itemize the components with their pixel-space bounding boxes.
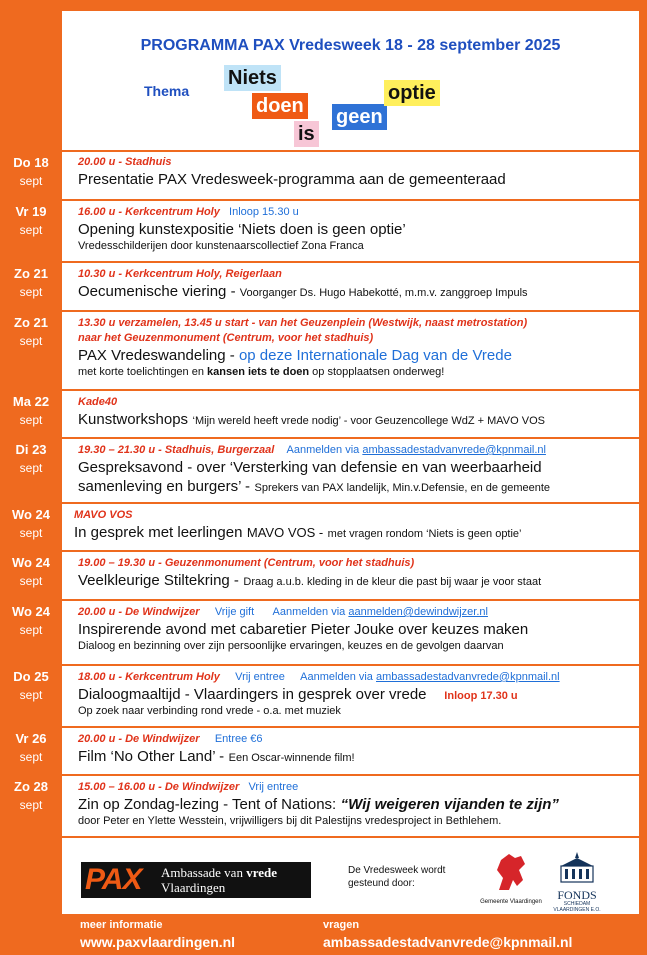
event-date: [0, 506, 62, 542]
event-day: Wo 24: [11, 604, 51, 619]
thema-label: Thema: [144, 83, 190, 99]
fonds-name: FONDS: [557, 888, 597, 902]
event-inloop: Inloop 17.30 u: [444, 690, 518, 702]
page-title: PROGRAMMA PAX Vredesweek 18 - 28 september 2025: [140, 37, 561, 54]
event-extra: ‘Mijn wereld heeft vrede nodig’ - voor Geuzencollege WdZ + MAVO VOS: [192, 415, 545, 427]
event-extra: Een Oscar-winnende film!: [228, 752, 355, 764]
row-divider: [0, 437, 639, 439]
theme-word-doen: doen: [252, 93, 308, 119]
event-time: 18.00 u: [78, 671, 116, 683]
fonds-subtitle: SCHIEDAM VLAARDINGEN E.O.: [553, 901, 601, 913]
event-day: Do 25: [13, 669, 49, 684]
event-location: MAVO VOS: [74, 509, 133, 521]
theme-word-geen: geen: [332, 104, 387, 130]
event-date: [0, 314, 62, 350]
info-label: meer informatie: [80, 919, 163, 931]
row-divider: [0, 836, 639, 838]
event-day: Wo 24: [11, 507, 51, 522]
event-location: Geuzenmonument (Centrum, voor het stadhuis): [164, 557, 415, 569]
event-quote: “Wij weigeren vijanden te zijn”: [340, 796, 559, 813]
event-item: 18.00 u - Kerkcentrum Holy Vrij entree Aanmelden via ambassadestadvanvrede@kpnmail.nl Dialoogmaaltijd - Vlaardingers in gesprek over vrede Inloop 17.30 u Op zoek naar verbinding rond vrede - o.a. met muziek: [78, 670, 633, 719]
event-month: sept: [19, 413, 43, 427]
row-divider: [0, 502, 639, 504]
pax-logo: PAX: [85, 863, 142, 896]
row-divider: [0, 774, 639, 776]
event-month: sept: [19, 223, 43, 237]
register-email-link[interactable]: ambassadestadvanvrede@kpnmail.nl: [376, 671, 560, 683]
gemeente-logo: [474, 850, 548, 905]
event-time: 20.00 u: [78, 156, 116, 168]
event-description: door Peter en Ylette Wesstein, vrijwilligers bij dit Palestijns vredesproject in Bethlehem.: [78, 815, 502, 827]
event-location: Kerkcentrum Holy, Reigerlaan: [125, 268, 282, 280]
row-divider: [0, 199, 639, 201]
event-month: sept: [19, 285, 43, 299]
pax-ambassade-logo: [81, 862, 311, 898]
website-link[interactable]: www.paxvlaardingen.nl: [80, 934, 236, 950]
event-time: 10.30 u: [78, 268, 116, 280]
event-item: 10.30 u - Kerkcentrum Holy, Reigerlaan Oecumenische viering - Voorganger Ds. Hugo Habekotté, m.m.v. zanggroep Impuls: [78, 268, 528, 300]
lion-icon: [491, 850, 531, 894]
theme-word-niets: Niets: [224, 65, 281, 91]
event-extra: Voorganger Ds. Hugo Habekotté, m.m.v. zanggroep Impuls: [239, 287, 528, 299]
event-note: Entree €6: [214, 733, 263, 745]
event-title: Opening kunstexpositie ‘Niets doen is geen optie’: [78, 221, 406, 238]
event-date: [0, 778, 62, 814]
row-divider: [0, 550, 639, 552]
event-title-mid: MAVO VOS -: [246, 525, 324, 540]
event-item: 13.30 u verzamelen, 13.45 u start - van het Geuzenplein (Westwijk, naast metrostation) naar het Geuzenmonument (Centrum, voor het stadhuis) PAX Vredeswandeling - op deze Internationale Dag van de Vrede met korte toelichtingen en kansen iets te doen op stopplaatsen onderweg!: [78, 317, 528, 378]
event-location: De Windwijzer: [125, 733, 200, 745]
event-description: Vredesschilderijen door kunstenaarscollectief Zona Franca: [78, 240, 364, 252]
event-location: Stadhuis: [125, 156, 172, 168]
event-description: Op zoek naar verbinding rond vrede - o.a. met muziek: [78, 705, 341, 717]
event-title: Dialoogmaaltijd - Vlaardingers in gesprek over vrede: [78, 686, 427, 703]
event-note: Vrij entree: [248, 781, 299, 793]
event-day: Zo 28: [14, 779, 48, 794]
event-item: 15.00 – 16.00 u - De Windwijzer Vrij entree Zin op Zondag-lezing - Tent of Nations: “Wij weigeren vijanden te zijn” door Peter en Ylette Wesstein, vrijwilligers bij dit Palestijns vredesproject in Bethlehem.: [78, 780, 633, 829]
event-date: [0, 154, 62, 190]
register-email-link[interactable]: ambassadestadvanvrede@kpnmail.nl: [362, 444, 546, 456]
event-item: 16.00 u - Kerkcentrum Holy Inloop 15.30 u Opening kunstexpositie ‘Niets doen is geen optie’ Vredesschilderijen door kunstenaarscollectief Zona Franca: [78, 205, 633, 254]
event-month: sept: [19, 461, 43, 475]
event-date: [0, 393, 62, 429]
ambassade-text: [161, 865, 277, 895]
event-day: Vr 19: [15, 204, 47, 219]
contact-email-link[interactable]: ambassadestadvanvrede@kpnmail.nl: [323, 934, 573, 950]
event-title-highlight: op deze Internationale Dag van de Vrede: [238, 347, 512, 364]
event-title: In gesprek met leerlingen: [74, 524, 243, 541]
event-title: Oecumenische viering: [78, 283, 227, 300]
ambassade-line1: Ambassade van: [161, 865, 243, 880]
questions-label: vragen: [323, 919, 360, 931]
event-title: Zin op Zondag-lezing - Tent of Nations:: [78, 796, 337, 813]
event-location: Kerkcentrum Holy: [125, 206, 220, 218]
event-title: Kunstworkshops: [78, 411, 189, 428]
row-divider: [0, 389, 639, 391]
row-divider: [0, 726, 639, 728]
event-title: PAX Vredeswandeling: [78, 347, 226, 364]
event-day: Zo 21: [14, 266, 48, 281]
event-title: Film ‘No Other Land’ -: [78, 748, 225, 765]
register-email-link[interactable]: aanmelden@dewindwijzer.nl: [348, 606, 488, 618]
register-label: Aanmelden via: [272, 606, 346, 618]
event-day: Vr 26: [15, 731, 47, 746]
event-month: sept: [19, 750, 43, 764]
event-month: sept: [19, 174, 43, 188]
event-date: [0, 203, 62, 239]
register-label: Aanmelden via: [286, 444, 360, 456]
event-item: 19.30 – 21.30 u - Stadhuis, Burgerzaal Aanmelden via ambassadestadvanvrede@kpnmail.nl Gespreksavond - over ‘Versterking van defensie en van weerbaarheid samenleving en burgers’ - Sprekers van PAX landelijk, Min.v.Defensie, en de gemeente: [78, 443, 633, 496]
event-day: Di 23: [15, 442, 47, 457]
event-day: Do 18: [13, 155, 49, 170]
row-divider: [0, 664, 639, 666]
event-date: [0, 554, 62, 590]
theme-word-is: is: [294, 121, 319, 147]
row-divider: [0, 310, 639, 312]
event-day: Zo 21: [14, 315, 48, 330]
register-label: Aanmelden via: [300, 671, 373, 683]
fonds-logo: [552, 850, 602, 913]
event-location: Kerkcentrum Holy: [125, 671, 220, 683]
event-item: [78, 395, 633, 429]
event-month: sept: [19, 623, 43, 637]
event-description-end: op stopplaatsen onderweg!: [309, 366, 445, 378]
event-item: 20.00 u - De Windwijzer Entree €6 Film ‘No Other Land’ - Een Oscar-winnende film!: [78, 733, 355, 765]
event-time: 20.00 u: [78, 733, 116, 745]
event-date: [0, 730, 62, 766]
event-date: [0, 603, 62, 639]
event-month: sept: [19, 688, 43, 702]
event-note: Vrij entree: [235, 671, 285, 683]
event-location-2: naar het Geuzenmonument (Centrum, voor het stadhuis): [78, 332, 374, 344]
ambassade-bold: vrede: [246, 865, 278, 880]
event-item: 19.00 – 19.30 u - Geuzenmonument (Centrum, voor het stadhuis) Veelkleurige Stiltekring - Draag a.u.b. kleding in de kleur die past bij waar je voor staat: [78, 557, 542, 589]
event-extra: Sprekers van PAX landelijk, Min.v.Defensie, en de gemeente: [254, 482, 551, 494]
event-location: van het Geuzenplein (Westwijk, naast metrostation): [258, 317, 528, 329]
event-time: 13.30 u verzamelen, 13.45 u start: [78, 317, 249, 329]
event-day: Ma 22: [12, 394, 50, 409]
event-note: Vrije gift: [214, 606, 255, 618]
event-day: Wo 24: [11, 555, 51, 570]
event-item: 20.00 u - De Windwijzer Vrije gift Aanmelden via aanmelden@dewindwijzer.nl Inspirerende avond met cabaretier Pieter Jouke over keuzes maken Dialoog en bezinning over zijn persoonlijke ervaringen, keuzes en de gevolgen daarvan: [78, 605, 633, 654]
ambassade-line2: Vlaardingen: [161, 880, 226, 895]
event-title-2: samenleving en burgers’ -: [78, 478, 251, 495]
event-description-bold: kansen iets te doen: [207, 366, 310, 378]
gemeente-name: Gemeente Vlaardingen: [480, 899, 542, 905]
event-location: Stadhuis, Burgerzaal: [164, 444, 275, 456]
building-icon: [555, 850, 599, 884]
event-item: [74, 508, 629, 542]
event-time: 19.00 – 19.30 u: [78, 557, 156, 569]
theme-word-optie: optie: [384, 80, 440, 106]
event-note: Inloop 15.30 u: [229, 206, 299, 218]
row-divider: [0, 261, 639, 263]
event-extra: met vragen rondom ‘Niets is geen optie’: [327, 528, 522, 540]
event-description: Dialoog en bezinning over zijn persoonlijke ervaringen, keuzes en de gevolgen daarvan: [78, 640, 504, 652]
row-divider: [0, 150, 639, 152]
event-location: De Windwijzer: [125, 606, 200, 618]
event-month: sept: [19, 574, 43, 588]
row-divider: [0, 599, 639, 601]
event-location: De Windwijzer: [164, 781, 240, 793]
event-month: sept: [19, 798, 43, 812]
event-time: 15.00 – 16.00 u: [78, 781, 156, 793]
event-title: Presentatie PAX Vredesweek-programma aan de gemeenteraad: [78, 171, 506, 188]
event-date: [0, 441, 62, 477]
event-description: met korte toelichtingen en: [78, 366, 208, 378]
event-time: 20.00 u: [78, 606, 116, 618]
event-location: Kade40: [78, 396, 118, 408]
event-time: 19.30 – 21.30 u: [78, 444, 156, 456]
event-item: 20.00 u - Stadhuis Presentatie PAX Vredesweek-programma aan de gemeenteraad: [78, 155, 633, 189]
event-title: Gespreksavond - over ‘Versterking van defensie en van weerbaarheid: [78, 459, 542, 476]
support-text: De Vredesweek wordt gesteund door:: [348, 865, 446, 889]
event-time: 16.00 u: [78, 206, 116, 218]
event-date: [0, 265, 62, 301]
event-month: sept: [19, 334, 43, 348]
event-extra: Draag a.u.b. kleding in de kleur die past bij waar je voor staat: [243, 576, 542, 588]
event-title: Inspirerende avond met cabaretier Pieter Jouke over keuzes maken: [78, 621, 529, 638]
event-date: [0, 668, 62, 704]
event-title: Veelkleurige Stiltekring -: [78, 572, 239, 589]
event-month: sept: [19, 526, 43, 540]
